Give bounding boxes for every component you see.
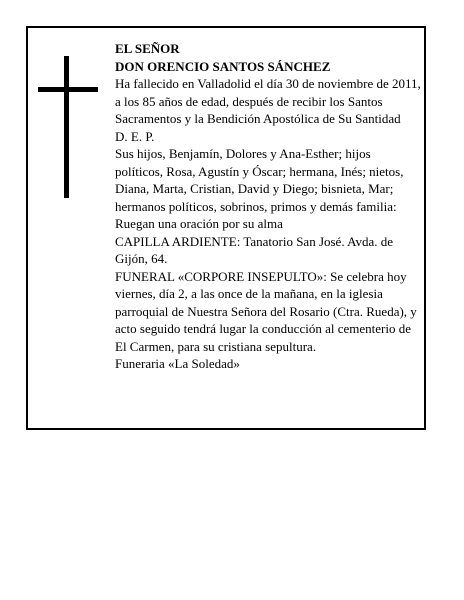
obituary-notice [26, 26, 426, 430]
cross-icon [38, 56, 98, 198]
cross-vertical-bar [64, 56, 69, 198]
dep-abbreviation: D. E. P. [115, 128, 155, 144]
notice-text [115, 40, 421, 373]
cross-horizontal-bar [38, 87, 98, 92]
funeral-home: Funeraria «La Soledad» [115, 356, 240, 371]
death-announcement: Ha fallecido en Valladolid el día 30 de noviembre de 2011, a los 85 años de edad, después de recibir los Santos Sacramentos y la Bendición Apostólica de Su Santidad [115, 76, 421, 126]
deceased-name: DON ORENCIO SANTOS SÁNCHEZ [115, 58, 331, 74]
heading-line-1: EL SEÑOR [115, 41, 180, 56]
family-list: Sus hijos, Benjamín, Dolores y Ana-Esther; hijos políticos, Rosa, Agustín y Óscar; hermana, Inés; nietos, Diana, Marta, Cristian, David y Diego; bisnieta, Mar; hermanos políticos, sobrinos, primos y demás familia: [115, 146, 404, 214]
prayer-request: Ruegan una oración por su alma [115, 216, 283, 231]
funeral-info: FUNERAL «CORPORE INSEPULTO»: Se celebra hoy viernes, día 2, a las once de la mañana, en la iglesia parroquial de Nuestra Señora del Rosario (Ctra. Rueda), y acto seguido tendrá lugar la conducción al cementerio de El Carmen, para su cristiana sepultura. [115, 268, 417, 354]
chapel-info: CAPILLA ARDIENTE: Tanatorio San José. Avda. de Gijón, 64. [115, 233, 394, 266]
